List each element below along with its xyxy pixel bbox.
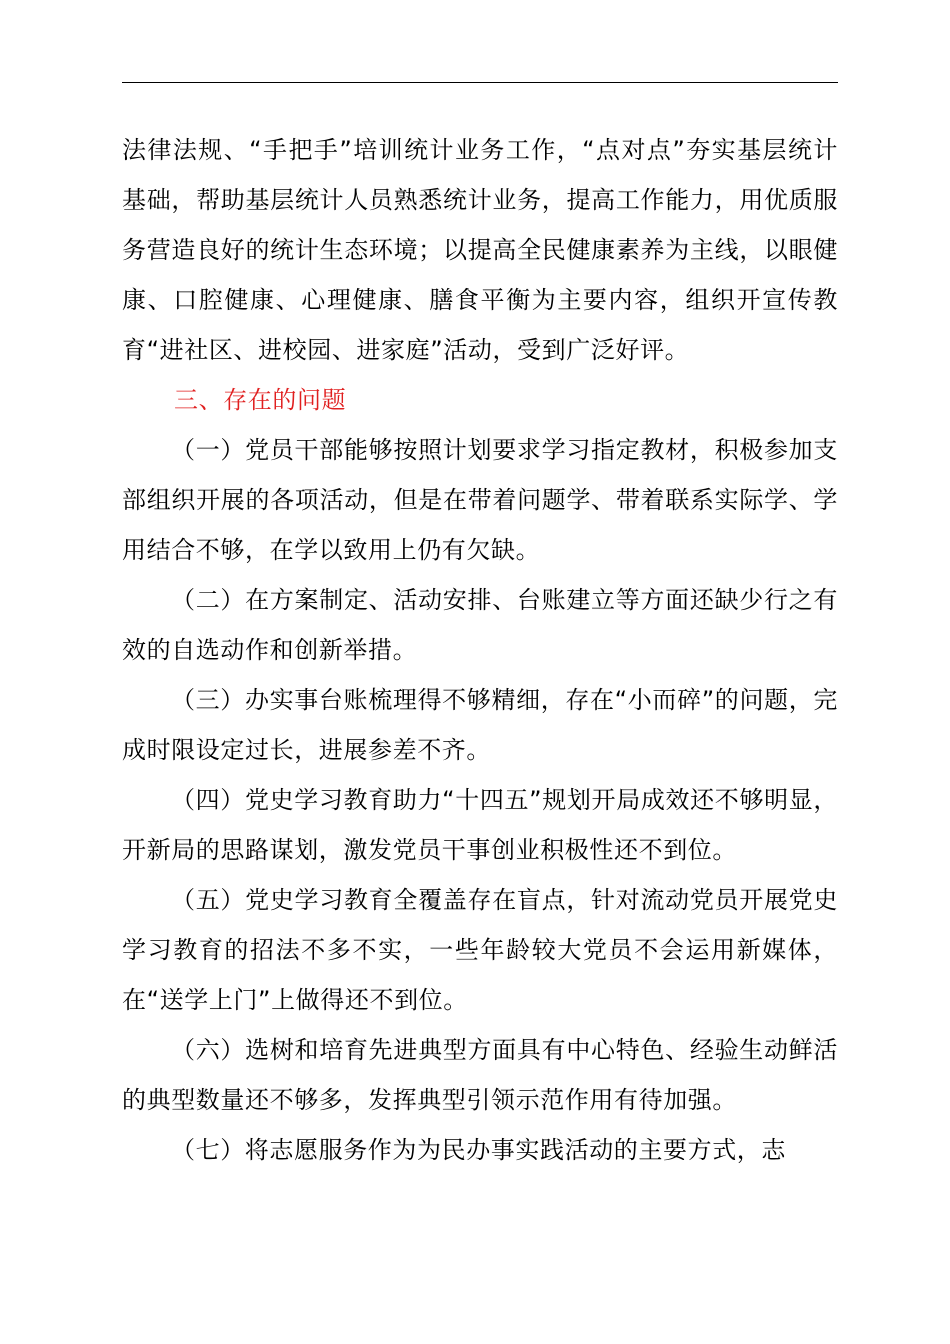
- issue-item-2: （二）在方案制定、活动安排、台账建立等方面还缺少行之有效的自选动作和创新举措。: [122, 586, 838, 664]
- issue-item-6: （六）选树和培育先进典型方面具有中心特色、经验生动鲜活的典型数量还不够多，发挥典型引领示范作用有待加强。: [122, 1036, 838, 1114]
- issue-item-4: （四）党史学习教育助力“十四五”规划开局成效还不够明显，开新局的思路谋划，激发党员干事创业积极性还不到位。: [122, 786, 838, 864]
- issue-item-3: （三）办实事台账梳理得不够精细，存在“小而碎”的问题，完成时限设定过长，进展参差不齐。: [122, 686, 838, 764]
- header-divider: [122, 82, 838, 83]
- issue-item-1: （一）党员干部能够按照计划要求学习指定教材，积极参加支部组织开展的各项活动，但是在带着问题学、带着联系实际学、学用结合不够，在学以致用上仍有欠缺。: [122, 436, 838, 564]
- issue-item-5: （五）党史学习教育全覆盖存在盲点，针对流动党员开展党史学习教育的招法不多不实，一些年龄较大党员不会运用新媒体，在“送学上门”上做得还不到位。: [122, 886, 838, 1014]
- issue-item-7: （七）将志愿服务作为为民办事实践活动的主要方式，志: [171, 1136, 786, 1164]
- section-heading: 三、存在的问题: [174, 386, 347, 414]
- continued-paragraph: 法律法规、“手把手”培训统计业务工作，“点对点”夯实基层统计基础，帮助基层统计人员熟悉统计业务，提高工作能力，用优质服务营造良好的统计生态环境；以提高全民健康素养为主线，以眼健康、口腔健康、心理健康、膳食平衡为主要内容，组织开宣传教育“进社区、进校园、进家庭”活动，受到广泛好评。: [122, 136, 838, 364]
- document-body: [122, 125, 838, 1175]
